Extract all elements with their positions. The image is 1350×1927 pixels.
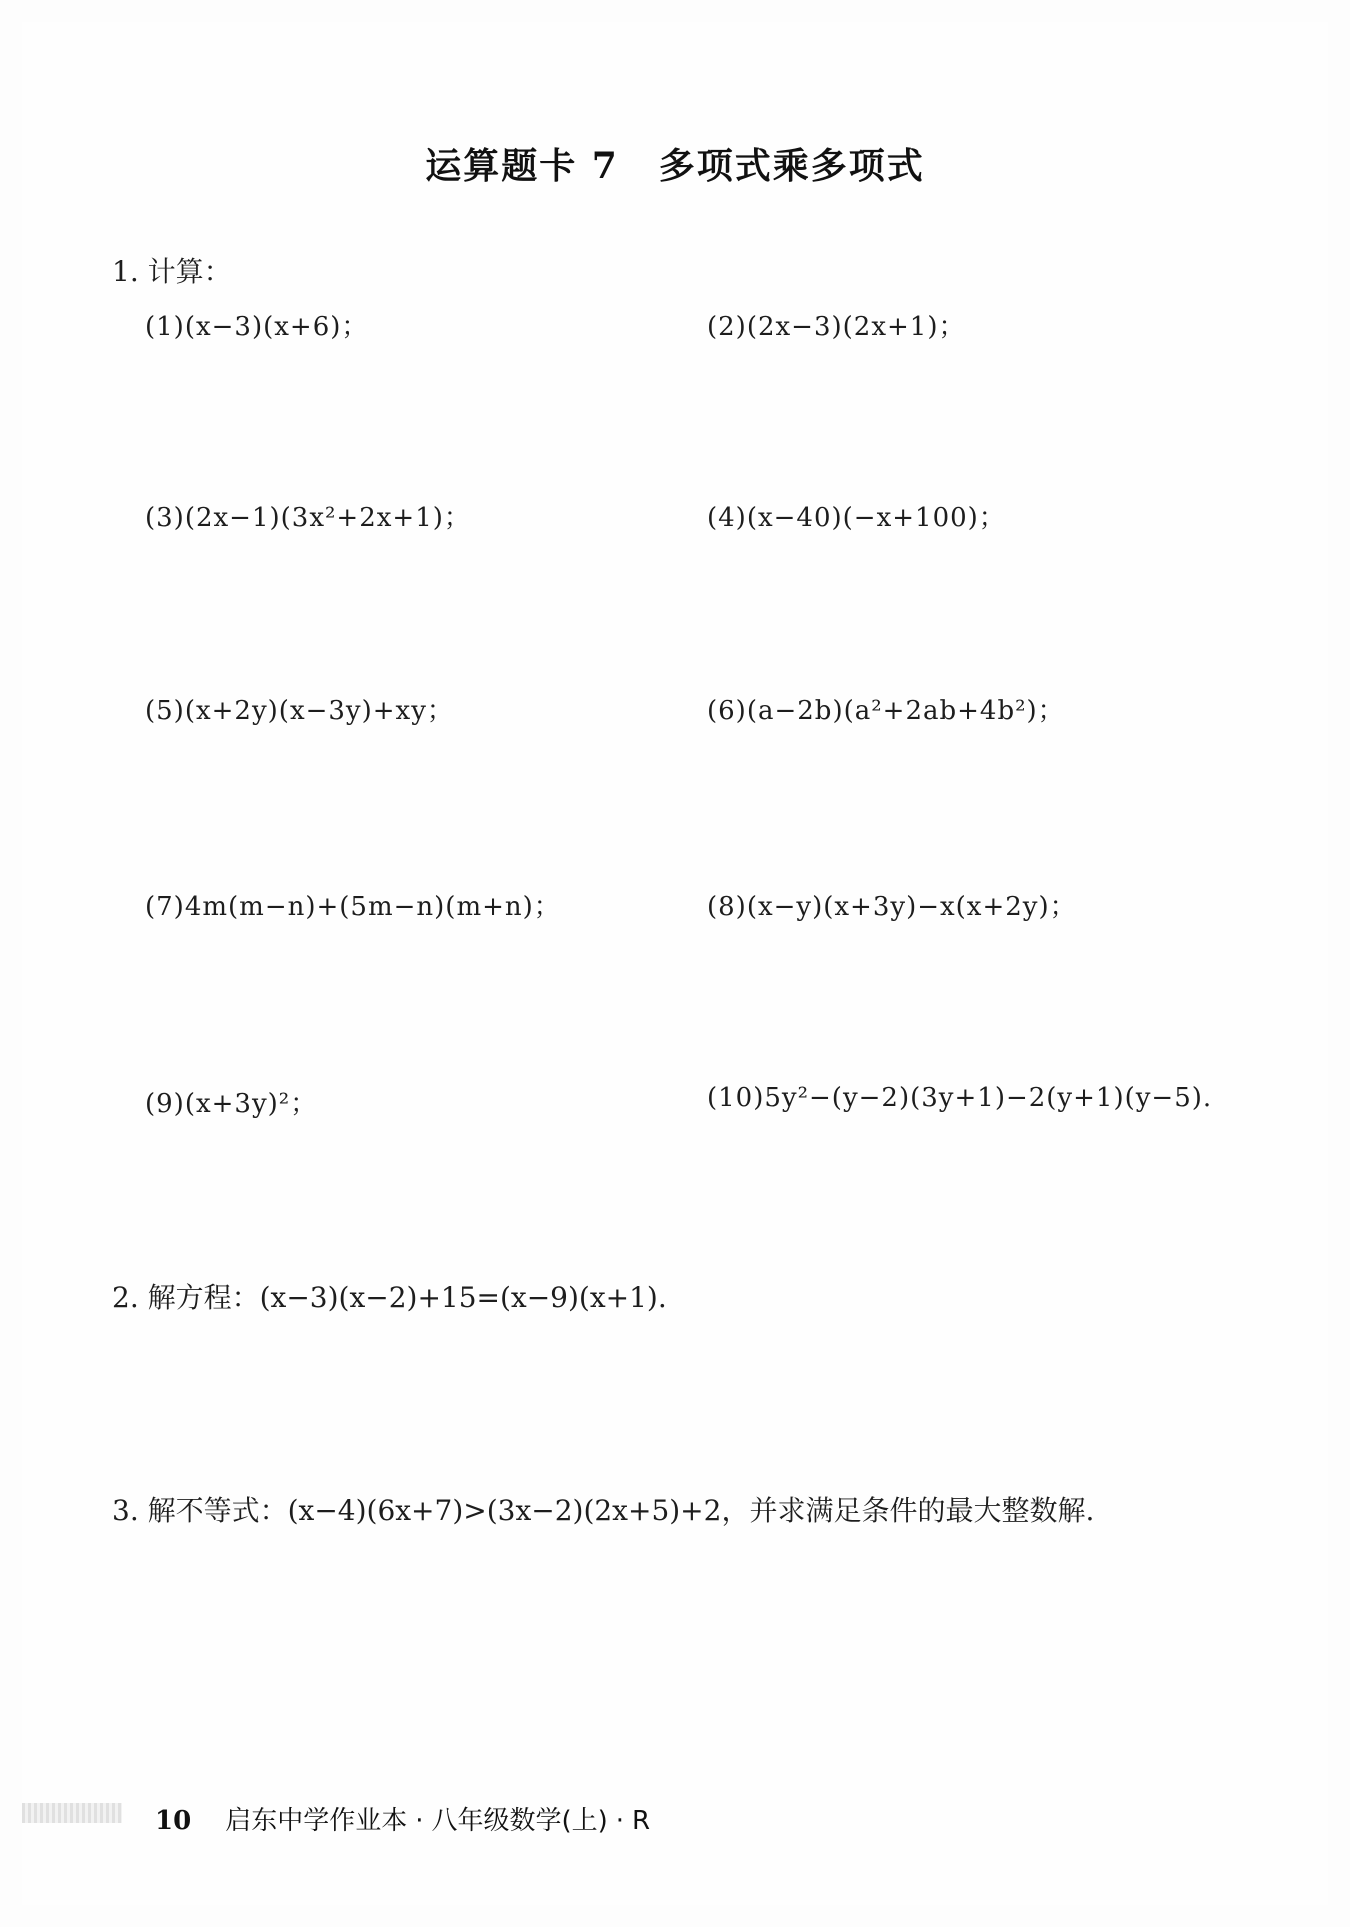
question-1-heading: 1. 计算：: [112, 255, 232, 288]
question-1-item-10: (10)5y²−(y−2)(3y+1)−2(y+1)(y−5).: [707, 1083, 1213, 1113]
page-title: [0, 138, 1350, 189]
question-1-item-4: (4)(x−40)(−x+100)；: [707, 503, 1006, 533]
question-1-item-2: (2)(2x−3)(2x+1)；: [707, 312, 966, 342]
question-1-item-7: (7)4m(m−n)+(5m−n)(m+n)；: [145, 892, 561, 922]
footer-grade: 八年级数学(上): [431, 1806, 608, 1836]
question-2: 2. 解方程：(x−3)(x−2)+15=(x−9)(x+1).: [112, 1281, 667, 1314]
footer-book-title: 启东中学作业本: [225, 1806, 408, 1836]
scan-smudge: [22, 1803, 122, 1823]
title-topic: 多项式乘多项式: [658, 145, 925, 187]
page-number: 10: [155, 1806, 192, 1836]
page-footer: 10 启东中学作业本 · 八年级数学(上) · R: [155, 1806, 651, 1836]
page-frame: [22, 22, 1328, 1905]
footer-edition: R: [632, 1806, 651, 1836]
question-1-item-3: (3)(2x−1)(3x²+2x+1)；: [145, 503, 471, 533]
question-1-item-8: (8)(x−y)(x+3y)−x(x+2y)；: [707, 892, 1077, 922]
question-1-item-9: (9)(x+3y)²；: [145, 1089, 318, 1119]
question-1-item-6: (6)(a−2b)(a²+2ab+4b²)；: [707, 696, 1065, 726]
title-card-number: 运算题卡 7: [425, 145, 619, 187]
question-1-item-1: (1)(x−3)(x+6)；: [145, 312, 369, 342]
question-3: 3. 解不等式：(x−4)(6x+7)>(3x−2)(2x+5)+2，并求满足条件的最大整数解.: [112, 1494, 1095, 1527]
question-1-item-5: (5)(x+2y)(x−3y)+xy；: [145, 696, 454, 726]
